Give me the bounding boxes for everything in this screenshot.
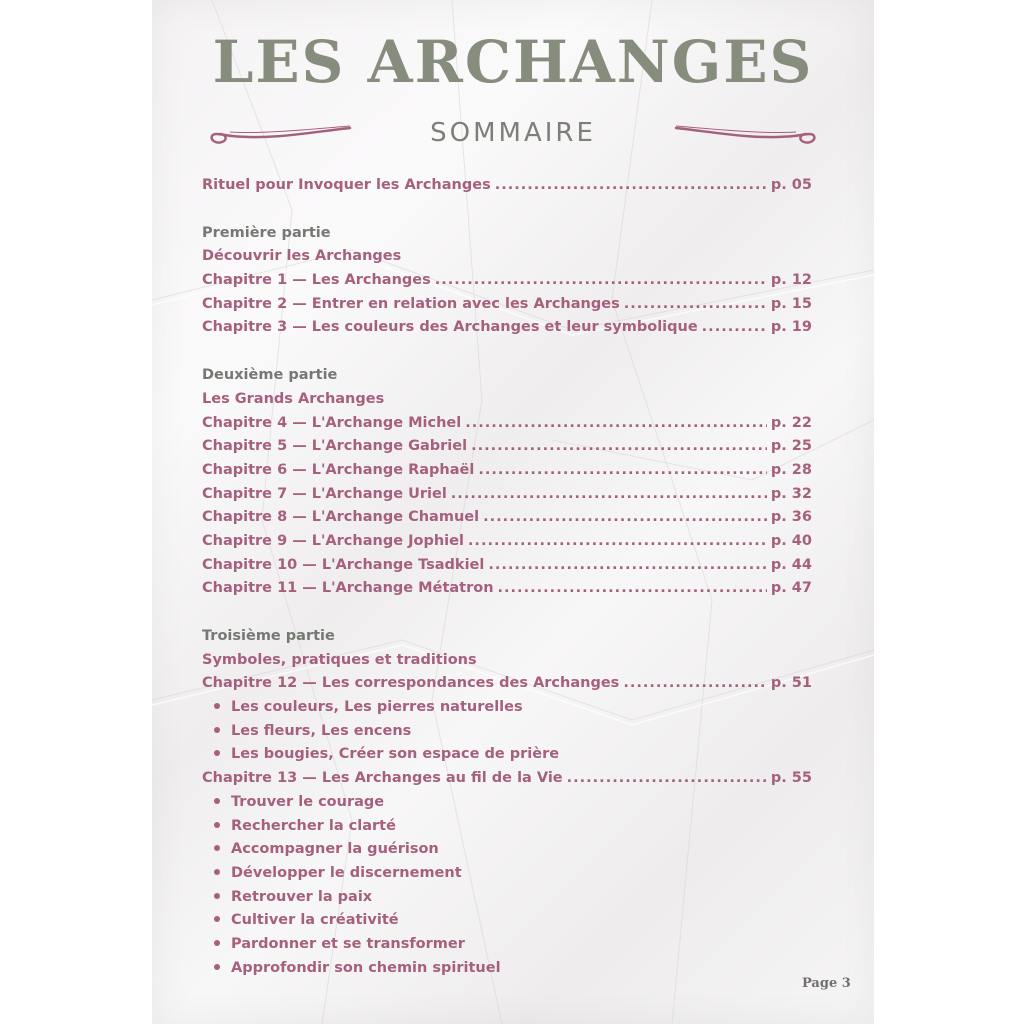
list-item: Développer le discernement <box>202 862 812 886</box>
bullet-icon <box>214 893 220 899</box>
document-page <box>152 0 874 1024</box>
part-heading: Deuxième partie <box>202 367 338 384</box>
toc-entry: Chapitre 10 — L'Archange Tsadkiel ..... p. 44 <box>202 554 812 578</box>
toc-entry: Chapitre 11 — L'Archange Métatron ..... p. 47 <box>202 577 812 601</box>
toc-entry: Chapitre 3 — Les couleurs des Archanges et leur symbolique ..... p. 19 <box>202 316 812 340</box>
toc-entry: Chapitre 2 — Entrer en relation avec les Archanges ..... p. 15 <box>202 293 812 317</box>
bullet-icon <box>214 964 220 970</box>
toc-entry: Chapitre 9 — L'Archange Jophiel ..... p. 40 <box>202 530 812 554</box>
toc-entry-rituel: Rituel pour Invoquer les Archanges ..... p. 05 <box>202 174 812 198</box>
bullet-icon <box>214 798 220 804</box>
list-item: Pardonner et se transformer <box>202 933 812 957</box>
table-of-contents <box>202 174 812 980</box>
dot-leader <box>495 174 767 198</box>
part-title: Les Grands Archanges <box>202 390 385 407</box>
list-item: Retrouver la paix <box>202 886 812 910</box>
toc-entry: Chapitre 8 — L'Archange Chamuel ..... p. 36 <box>202 506 812 530</box>
bullet-icon <box>214 822 220 828</box>
page-subtitle: SOMMAIRE <box>430 118 596 148</box>
part-heading: Troisième partie <box>202 628 335 644</box>
list-item: Approfondir son chemin spirituel <box>202 957 812 981</box>
toc-entry: Chapitre 1 — Les Archanges ..... p. 12 <box>202 269 812 293</box>
list-item: Rechercher la clarté <box>202 815 812 839</box>
part-heading: Première partie <box>202 224 331 241</box>
toc-entry: Chapitre 7 — L'Archange Uriel ..... p. 32 <box>202 483 812 507</box>
bullet-icon <box>214 916 220 922</box>
bullet-icon <box>214 869 220 875</box>
bullet-icon <box>214 703 220 709</box>
toc-entry: Chapitre 13 — Les Archanges au fil de la Vie ..... p. 55 <box>202 767 812 791</box>
part-title: Symboles, pratiques et traditions <box>202 651 477 668</box>
toc-entry: Chapitre 5 — L'Archange Gabriel ..... p. 25 <box>202 435 812 459</box>
bullet-icon <box>214 845 220 851</box>
bullet-icon <box>214 940 220 946</box>
list-item: Les bougies, Créer son espace de prière <box>202 743 812 767</box>
bullet-icon <box>214 727 220 733</box>
list-item: Les couleurs, Les pierres naturelles <box>202 696 812 720</box>
list-item: Les fleurs, Les encens <box>202 720 812 744</box>
page-number: Page 3 <box>802 976 851 991</box>
page-title: LES ARCHANGES <box>212 28 814 96</box>
list-item: Trouver le courage <box>202 791 812 815</box>
list-item: Accompagner la guérison <box>202 838 812 862</box>
bullet-icon <box>214 750 220 756</box>
toc-entry: Chapitre 12 — Les correspondances des Archanges ..... p. 51 <box>202 672 812 696</box>
list-item: Cultiver la créativité <box>202 909 812 933</box>
toc-entry: Chapitre 6 — L'Archange Raphaël ..... p. 28 <box>202 459 812 483</box>
right-flourish-ornament <box>674 122 824 152</box>
part-title: Découvrir les Archanges <box>202 248 402 265</box>
toc-entry: Chapitre 4 — L'Archange Michel ..... p. 22 <box>202 412 812 436</box>
